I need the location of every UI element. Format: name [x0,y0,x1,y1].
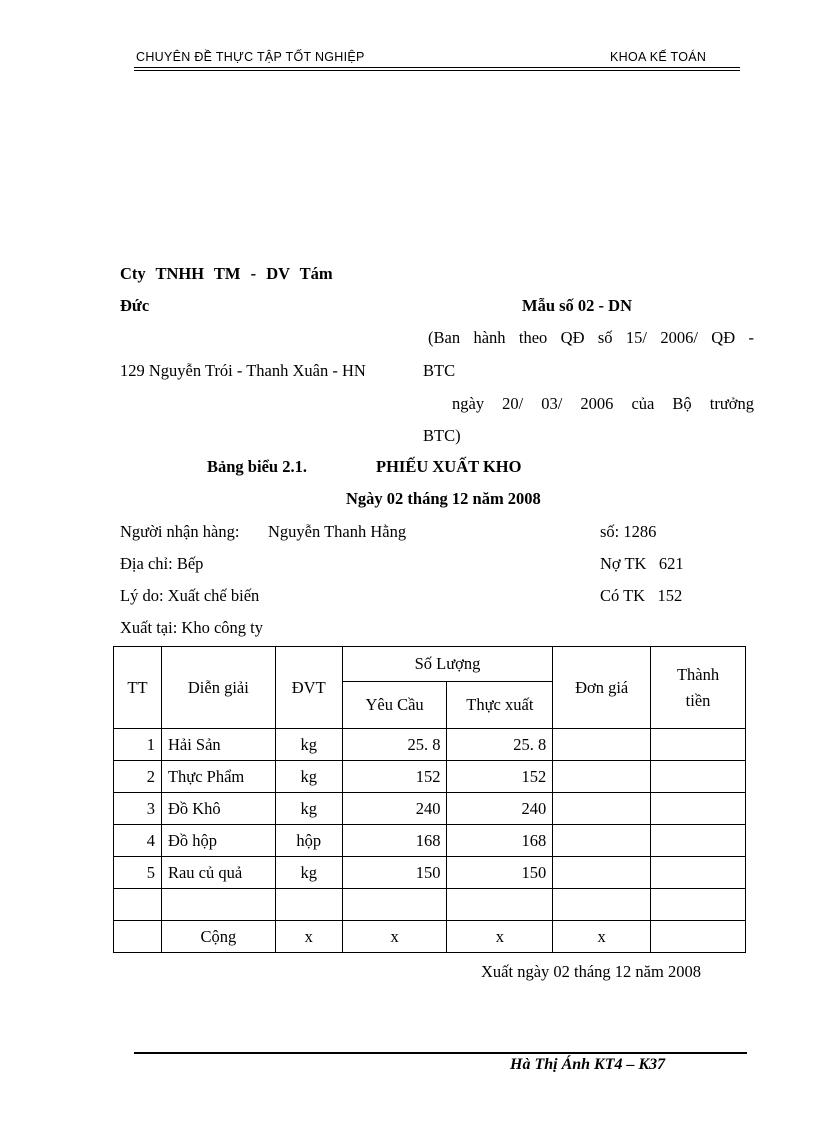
cell-req: 240 [342,793,447,825]
table-total-row [114,921,746,953]
cell-tt [114,921,162,953]
receiver-address: Địa chỉ: Bếp [120,554,204,573]
table-header-row [114,647,746,682]
debit-account: Nợ TK 621 [600,554,684,573]
cell-req: 152 [342,761,447,793]
cell-act [447,889,553,921]
doc-date: Ngày 02 tháng 12 năm 2008 [346,489,541,508]
total-amount [651,921,746,953]
company-name-cont: Đức [120,296,150,315]
col-qty-required: Yêu Cầu [342,682,447,729]
cell-price [553,793,651,825]
col-tt: TT [114,647,162,729]
cell-desc: Hải Sản [161,729,275,761]
cell-act: 168 [447,825,553,857]
cell-price [553,761,651,793]
decree-line-3: ngày 20/ 03/ 2006 của Bộ trưởng [452,394,754,413]
issue-reason: Lý do: Xuất chế biến [120,586,260,605]
cell-price [553,729,651,761]
cell-amount [651,729,746,761]
cell-unit: kg [275,793,342,825]
total-req: x [342,921,447,953]
receiver-label: Người nhận hàng: [120,522,240,541]
items-table [113,646,746,953]
cell-amount [651,761,746,793]
table-label: Bảng biểu 2.1. [207,457,307,476]
cell-tt: 1 [114,729,162,761]
col-amount-line1: Thành [676,664,720,684]
company-address: 129 Nguyễn Trói - Thanh Xuân - HN [120,361,366,380]
footer-rule [134,1052,747,1054]
cell-desc [161,889,275,921]
cell-price [553,857,651,889]
header-department: KHOA KẾ TOÁN [610,50,707,64]
cell-desc: Đồ Khô [161,793,275,825]
decree-line-2: BTC [423,361,456,380]
footer-author: Hà Thị Ánh KT4 – K37 [510,1056,666,1073]
cell-req [342,889,447,921]
cell-act: 152 [447,761,553,793]
form-code: Mẫu số 02 - DN [522,296,632,315]
table-row-empty [114,889,746,921]
cell-act: 240 [447,793,553,825]
cell-act: 25. 8 [447,729,553,761]
header-title: CHUYÊN ĐỀ THỰC TẬP TỐT NGHIỆP [136,50,365,64]
cell-req: 150 [342,857,447,889]
credit-account: Có TK 152 [600,586,683,605]
cell-desc: Thực Phẩm [161,761,275,793]
col-unit: ĐVT [275,647,342,729]
total-price: x [553,921,651,953]
cell-unit: hộp [275,825,342,857]
cell-amount [651,825,746,857]
cell-unit: kg [275,729,342,761]
issue-location: Xuất tại: Kho công ty [120,618,263,637]
table-row [114,825,746,857]
cell-amount [651,793,746,825]
cell-amount [651,857,746,889]
doc-title: PHIẾU XUẤT KHO [376,457,522,476]
header-rule [134,67,740,68]
cell-unit [275,889,342,921]
cell-tt: 3 [114,793,162,825]
total-act: x [447,921,553,953]
cell-unit: kg [275,761,342,793]
table-row [114,857,746,889]
table-row [114,729,746,761]
receiver-name: Nguyễn Thanh Hằng [268,522,407,541]
table-row [114,761,746,793]
total-unit: x [275,921,342,953]
col-amount-line2: tiền [685,690,711,710]
total-label: Cộng [161,921,275,953]
cell-desc: Đồ hộp [161,825,275,857]
col-qty: Số Lượng [342,647,553,682]
voucher-number: số: 1286 [600,522,657,541]
col-desc: Diễn giải [161,647,275,729]
cell-unit: kg [275,857,342,889]
cell-desc: Rau củ quả [161,857,275,889]
cell-tt: 5 [114,857,162,889]
cell-amount [651,889,746,921]
col-price: Đơn giá [553,647,651,729]
cell-tt: 2 [114,761,162,793]
cell-tt [114,889,162,921]
cell-req: 168 [342,825,447,857]
decree-line-1: (Ban hành theo QĐ số 15/ 2006/ QĐ - [428,328,754,347]
col-amount [651,647,746,729]
header-rule-2 [134,70,740,71]
cell-price [553,889,651,921]
cell-price [553,825,651,857]
table-row [114,793,746,825]
col-qty-actual: Thực xuất [447,682,553,729]
company-name: Cty TNHH TM - DV Tám [120,264,333,283]
decree-line-4: BTC) [423,426,461,445]
cell-req: 25. 8 [342,729,447,761]
cell-tt: 4 [114,825,162,857]
issue-date: Xuất ngày 02 tháng 12 năm 2008 [481,962,701,981]
cell-act: 150 [447,857,553,889]
